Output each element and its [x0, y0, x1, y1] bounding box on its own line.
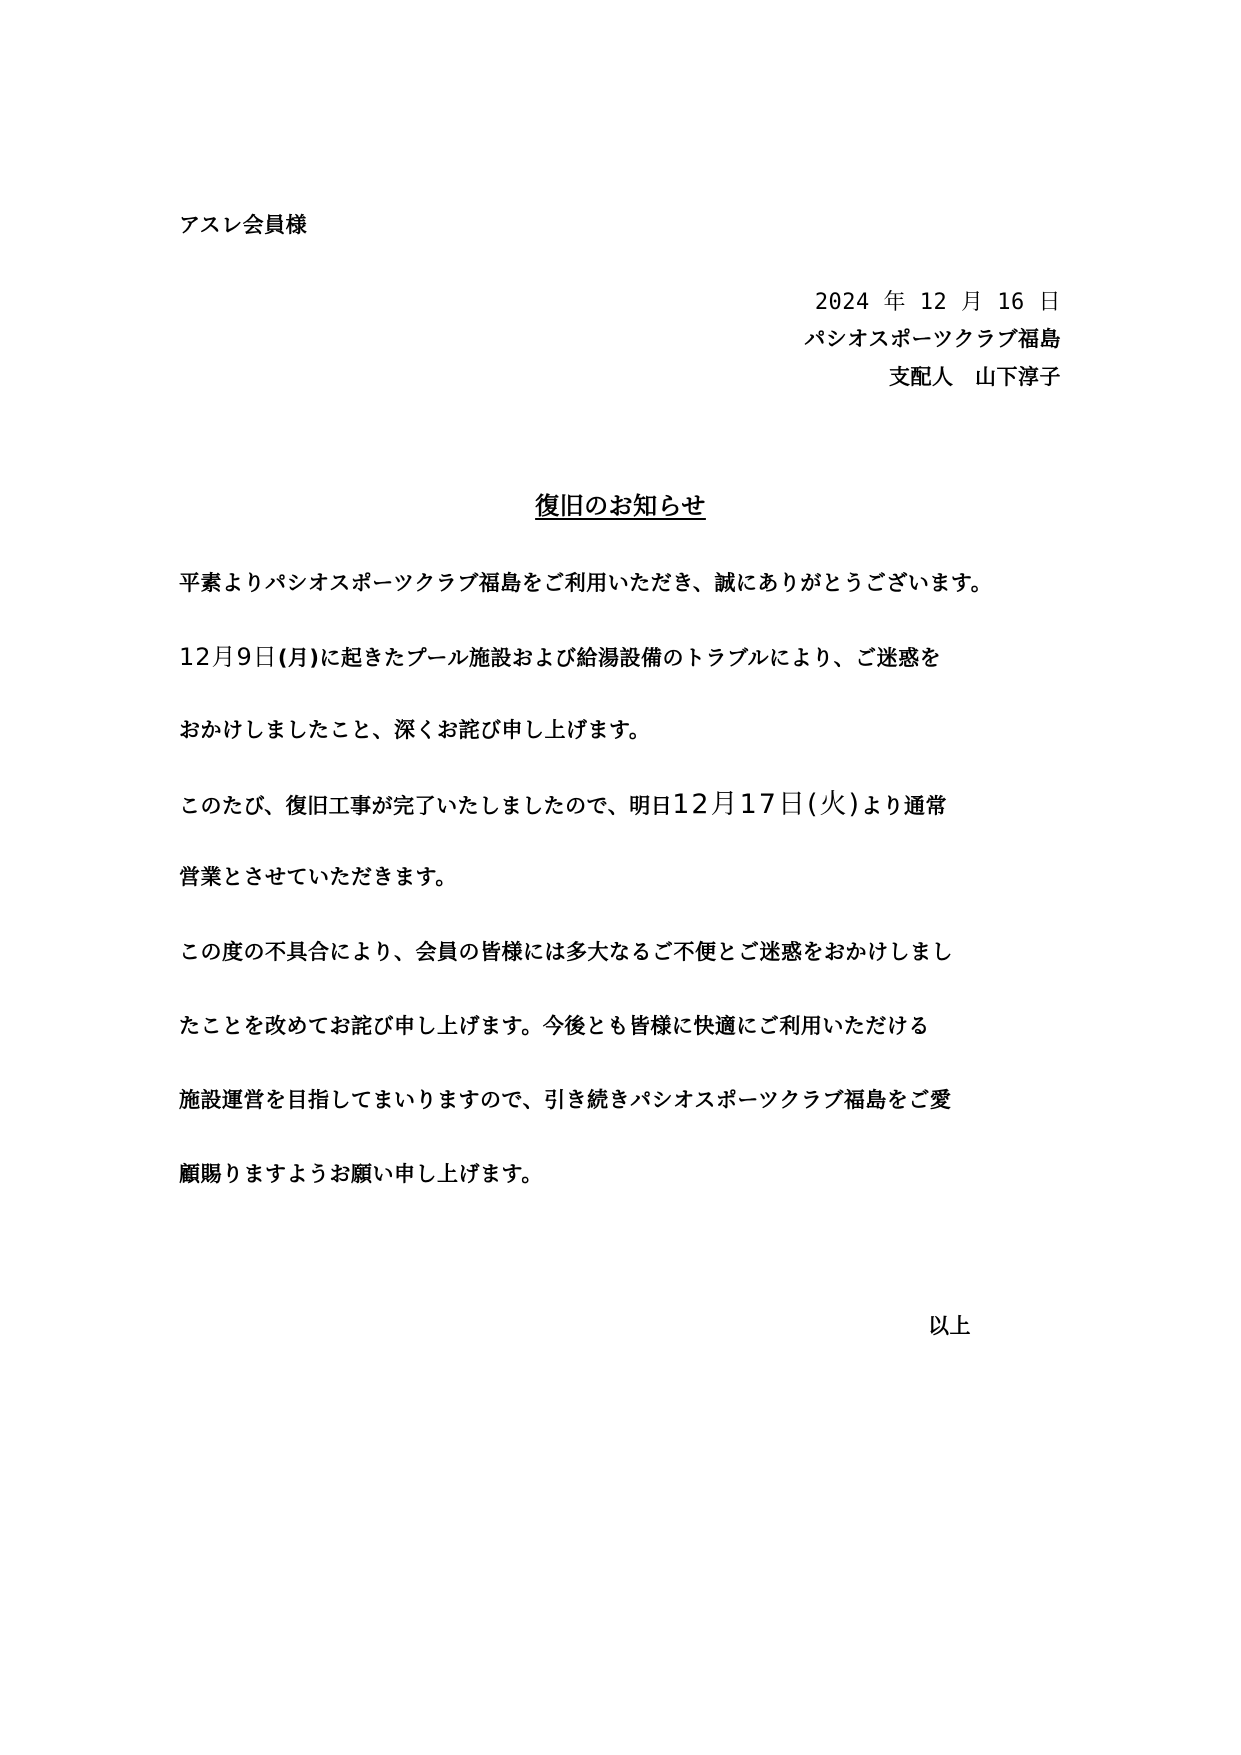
body-line-9: 顧賜りますようお願い申し上げます。 [179, 1162, 543, 1186]
incident-date: 12月9日 [179, 643, 278, 671]
body-line-6: この度の不具合により、会員の皆様には多大なるご不便とご迷惑をおかけしまし [179, 940, 953, 964]
body-line-8: 施設運営を目指してまいりますので、引き続きパシオスポーツクラブ福島をご愛 [179, 1088, 952, 1112]
addressee: アスレ会員様 [179, 213, 308, 237]
closing-mark: 以上 [928, 1314, 971, 1338]
issue-date: 2024 年 12 月 16 日 [814, 290, 1061, 315]
organization-name: パシオスポーツクラブ福島 [804, 327, 1061, 351]
reopen-date: 12月17日(火) [672, 789, 862, 820]
body-line-7: たことを改めてお詫び申し上げます。今後とも皆様に快適にご利用いただける [179, 1014, 930, 1038]
body-line-1: 平素よりパシオスポーツクラブ福島をご利用いただき、誠にありがとうございます。 [179, 571, 993, 595]
body-line-4-post: より通常 [861, 794, 948, 818]
body-line-2-text: (月)に起きたプール施設および給湯設備のトラブルにより、ご迷惑を [277, 646, 942, 670]
signer-name: 支配人 山下淳子 [889, 365, 1061, 389]
notice-title: 復旧のお知らせ [535, 492, 706, 520]
body-line-4-pre: このたび、復旧工事が完了いたしましたので、明日 [179, 794, 673, 818]
body-line-3: おかけしましたこと、深くお詫び申し上げます。 [179, 718, 651, 742]
body-line-5: 営業とさせていただきます。 [179, 865, 457, 889]
body-line-2 [179, 643, 941, 672]
body-line-4 [179, 791, 947, 820]
